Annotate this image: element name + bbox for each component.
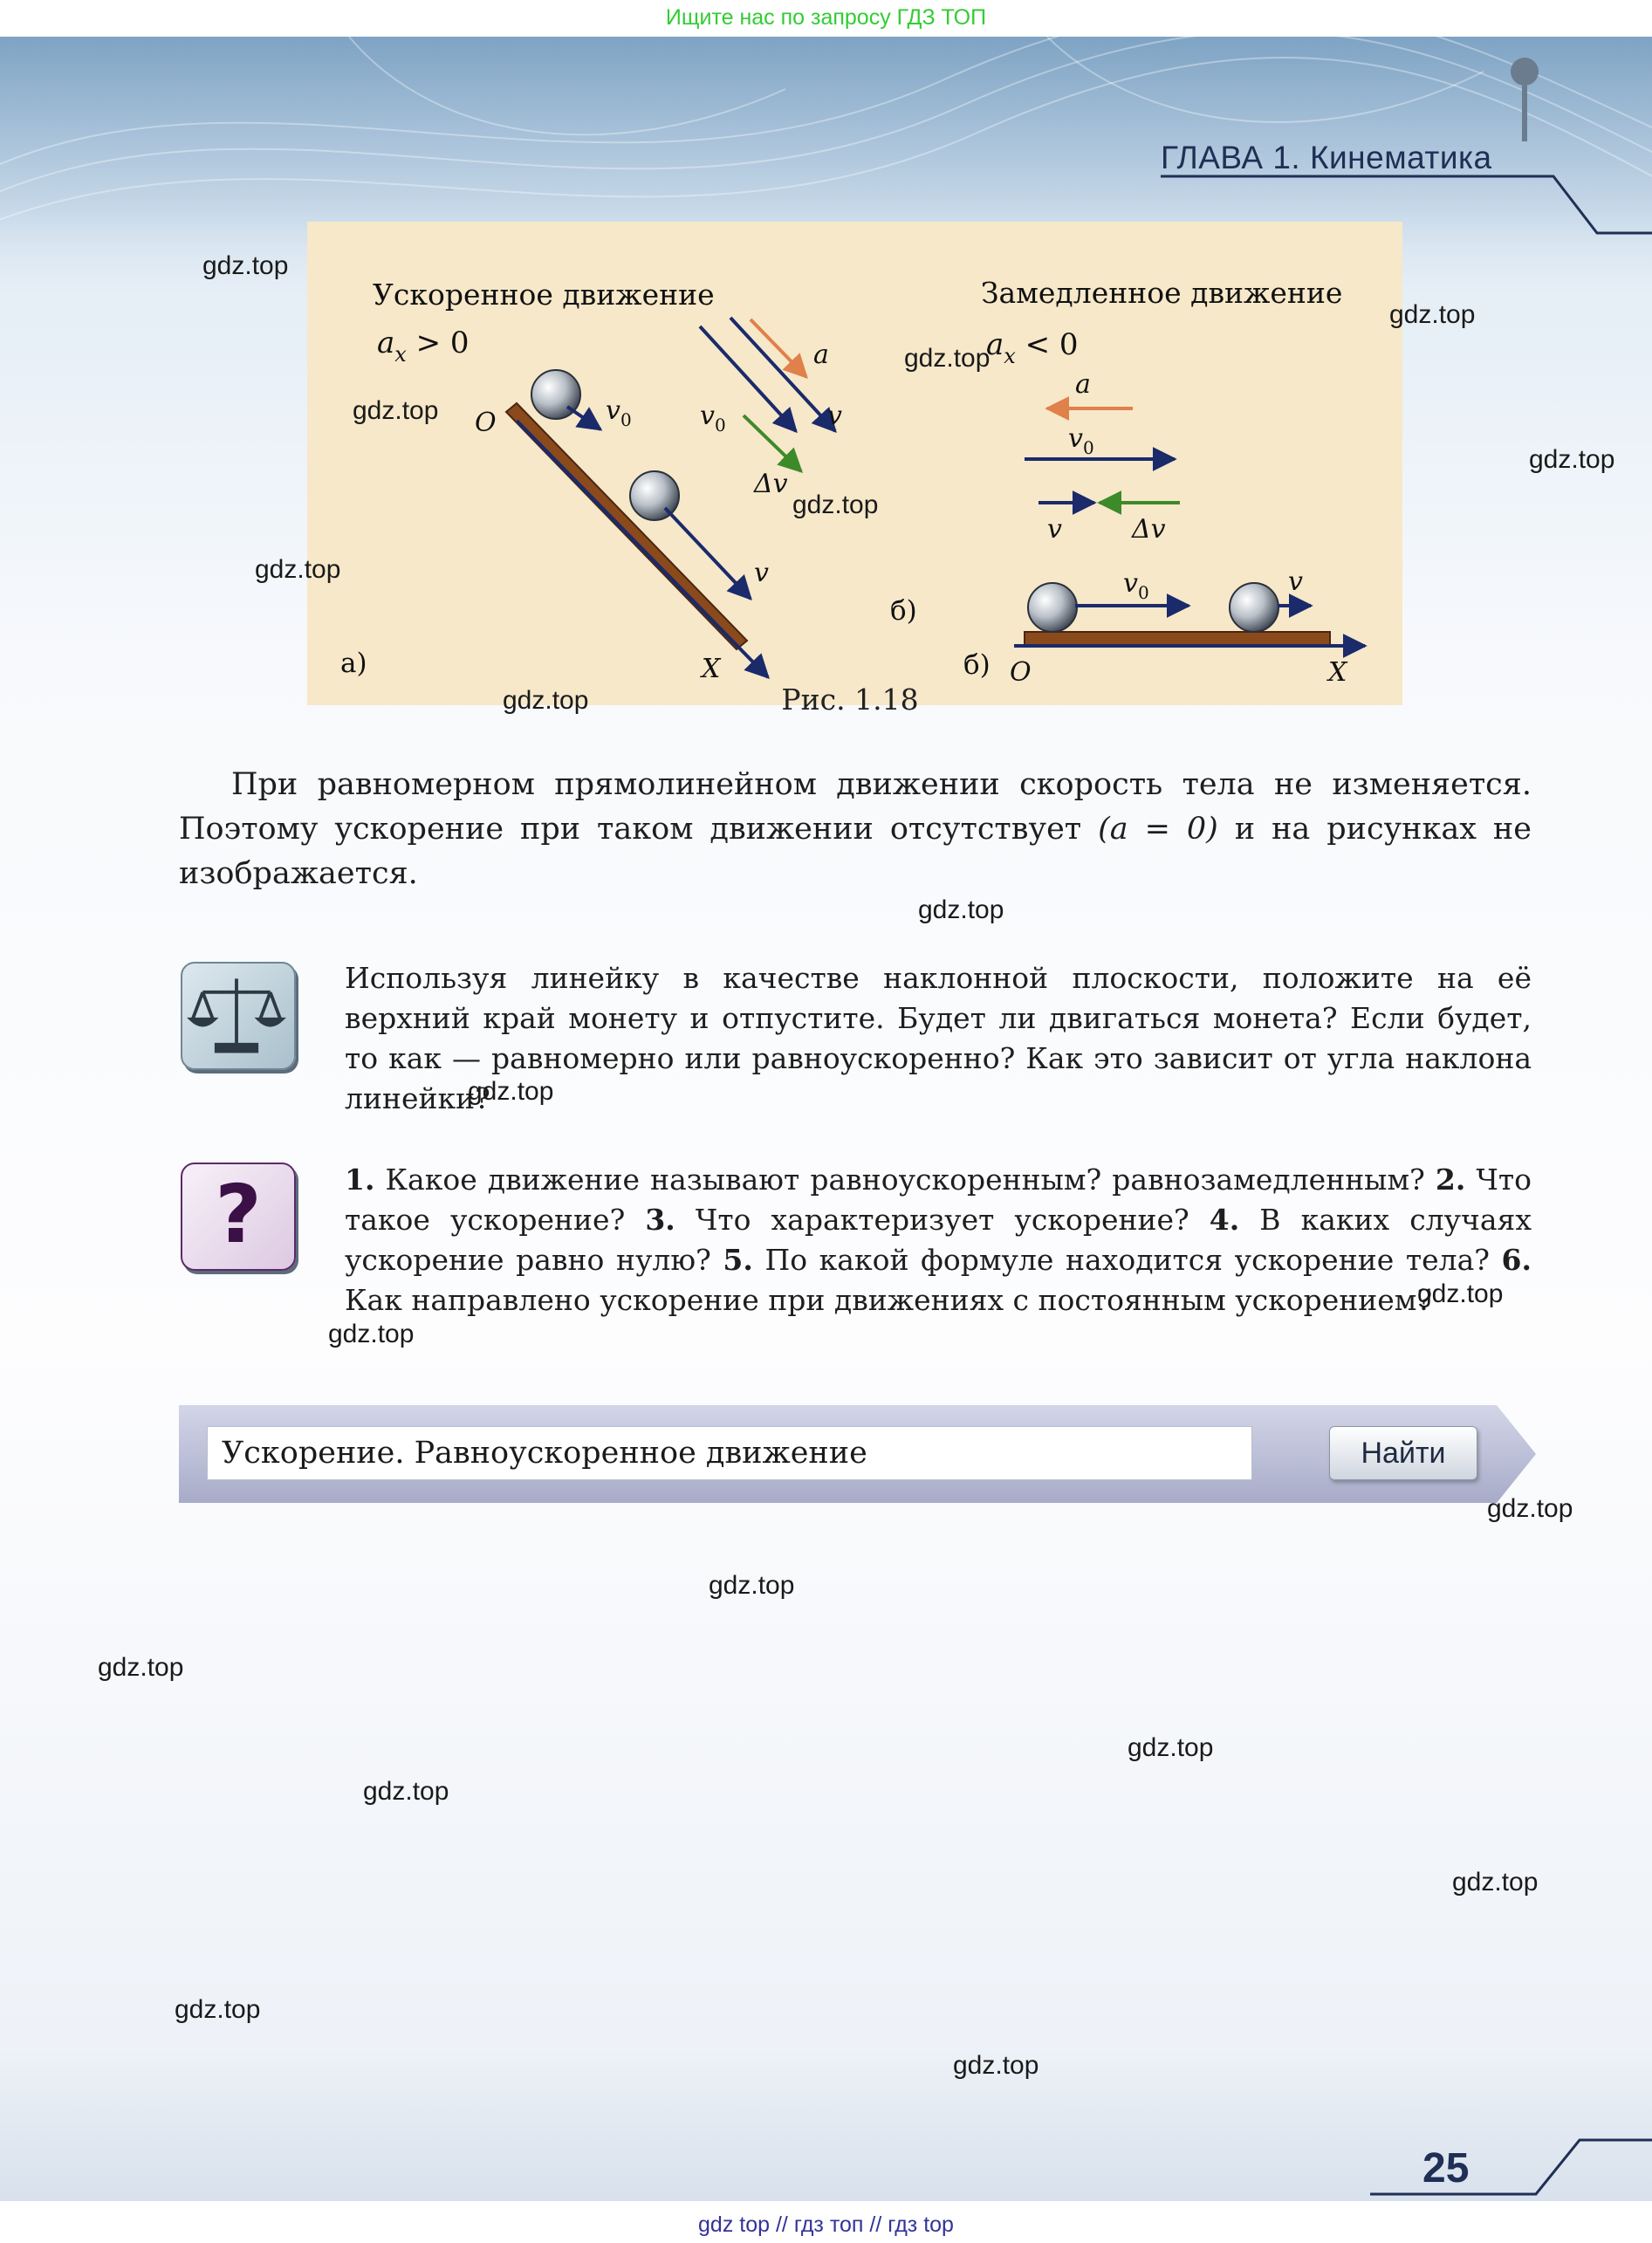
left-title: Ускоренное движение xyxy=(373,278,715,312)
watermark: gdz.top xyxy=(1529,445,1615,474)
watermark: gdz.top xyxy=(953,2051,1039,2080)
right-title: Замедленное движение xyxy=(981,276,1343,310)
vec-label-dv-1: Δv xyxy=(754,469,788,499)
watermark: gdz.top xyxy=(1417,1279,1504,1308)
ball-right-2 xyxy=(1230,583,1278,632)
watermark: gdz.top xyxy=(1128,1733,1214,1762)
vec-label-a-2: a xyxy=(1075,369,1091,400)
watermark: gdz.top xyxy=(1389,300,1476,329)
watermark: gdz.top xyxy=(202,251,289,280)
paragraph-formula: (a = 0) xyxy=(1098,812,1218,847)
experiment-scale-icon xyxy=(181,962,296,1070)
paragraph-text-before: При равномерном прямолинейном движении скорость тела не изменяется. Поэтому ускорение при таком движении отсутствует xyxy=(179,767,1532,847)
axis-x-left: X xyxy=(702,654,721,684)
textbook-page xyxy=(0,37,1652,2201)
watermark: gdz.top xyxy=(363,1777,449,1806)
paragraph-uniform-motion xyxy=(179,763,1532,896)
watermark: gdz.top xyxy=(353,396,439,425)
question-item: 1. Какое движение называют равноускоренным? равнозамедленным? xyxy=(345,1163,1436,1197)
watermark: gdz.top xyxy=(98,1653,184,1682)
top-banner[interactable]: Ищите нас по запросу ГДЗ ТОП xyxy=(0,0,1652,37)
bottom-banner[interactable]: gdz top // гдз топ // гдз top xyxy=(0,2208,1652,2243)
search-bar xyxy=(179,1405,1536,1503)
watermark: gdz.top xyxy=(1452,1868,1539,1897)
watermark: gdz.top xyxy=(792,490,879,519)
page-number-decoration xyxy=(1361,2131,1652,2201)
watermark: gdz.top xyxy=(328,1320,415,1348)
left-condition: $a_x > 0$ xyxy=(377,326,470,367)
label-b: б) xyxy=(963,649,991,681)
vec-label-a-1: a xyxy=(813,340,829,370)
vec-label-v-1: v xyxy=(754,558,769,588)
vec-label-v-2: v xyxy=(827,401,842,431)
page-number: 25 xyxy=(1422,2145,1470,2192)
watermark: gdz.top xyxy=(1487,1494,1573,1523)
question-item: 2. Что такое ускорение? xyxy=(345,1163,1532,1237)
figure-caption: Рис. 1.18 xyxy=(781,683,919,717)
question-item: 5. По какой формуле находится ускорение тела? xyxy=(723,1243,1502,1277)
vector-v0-ball xyxy=(567,407,600,429)
question-item: 3. Что характеризует ускорение? xyxy=(645,1203,1210,1237)
watermark: gdz.top xyxy=(175,1995,261,2024)
watermark: gdz.top xyxy=(904,344,991,373)
horizontal-plank xyxy=(1025,632,1330,646)
search-button[interactable]: Найти xyxy=(1329,1426,1477,1480)
ball-right-1 xyxy=(1028,583,1077,632)
vec-label-dv-2: Δv xyxy=(1132,514,1166,545)
label-b-mid: б) xyxy=(890,595,917,627)
chapter-header: ГЛАВА 1. Кинематика xyxy=(1161,140,1492,175)
watermark: gdz.top xyxy=(255,555,341,584)
review-questions xyxy=(345,1160,1532,1320)
search-input[interactable]: Ускорение. Равноускоренное движение xyxy=(207,1426,1252,1480)
vec-label-v0-3: $v_0$ xyxy=(1068,423,1094,458)
inclined-plane xyxy=(506,403,747,649)
figure-1-18 xyxy=(307,222,1402,705)
kinematics-diagram xyxy=(307,222,1402,705)
vec-label-v0-1: $v_0$ xyxy=(606,395,632,430)
watermark: gdz.top xyxy=(709,1571,795,1600)
vec-label-v-3: v xyxy=(1047,514,1062,545)
experiment-task: Используя линейку в качестве наклонной плоскости, положите на её верхний край монету и отпустите. Будет ли двигаться монета? Если будет, то как — равномерно или равноускоренно? Как это зависит от угла наклона линейки? xyxy=(345,961,1532,1115)
label-a: а) xyxy=(340,648,367,679)
watermark: gdz.top xyxy=(468,1077,554,1106)
question-item: 6. Как направлено ускорение при движениях с постоянным ускорением? xyxy=(345,1243,1532,1317)
origin-right: O xyxy=(1010,657,1032,688)
right-condition: $a_x < 0$ xyxy=(986,327,1079,368)
vec-label-v0-4: $v_0$ xyxy=(1123,568,1149,603)
question-mark-icon: ? xyxy=(181,1163,296,1271)
question-item: 4. В каких случаях ускорение равно нулю? xyxy=(345,1203,1532,1277)
vec-label-v0-2: $v_0$ xyxy=(700,401,726,436)
axis-x-right: X xyxy=(1328,657,1347,688)
watermark: gdz.top xyxy=(503,686,589,715)
vec-label-v-4: v xyxy=(1288,566,1303,597)
vector-dv-triangle xyxy=(744,415,801,471)
x-axis-left xyxy=(517,421,768,677)
watermark: gdz.top xyxy=(918,895,1004,924)
origin-left: O xyxy=(475,408,497,438)
paragraph-text-after: и на рисунках не изображается. xyxy=(179,812,1532,891)
